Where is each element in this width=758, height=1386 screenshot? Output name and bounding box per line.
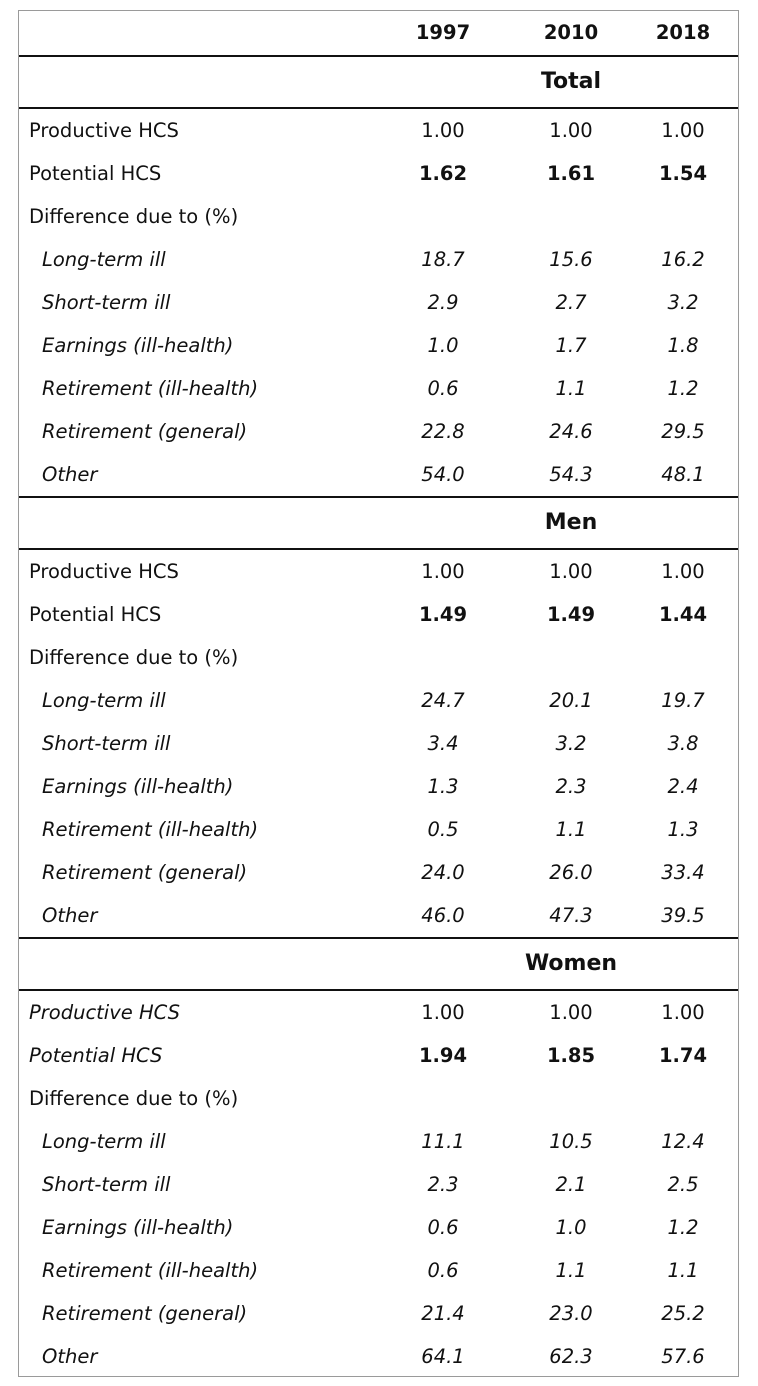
table-row [19,894,738,937]
value-cell: 0.6 [427,377,459,400]
section-header-men [19,496,738,550]
table-row [19,851,738,894]
table-row [19,1034,738,1077]
value-cell: 2.7 [555,291,587,314]
row-label: Productive HCS [29,119,179,142]
value-cell: 1.00 [661,560,705,583]
value-cell: 12.4 [661,1130,705,1153]
row-label: Earnings (ill-health) [42,334,234,357]
value-cell: 1.8 [667,334,699,357]
table-row [19,195,738,238]
value-cell: 19.7 [661,689,705,712]
section-header-total [19,57,738,109]
table-row [19,324,738,367]
row-label: Other [42,904,98,927]
value-cell: 24.0 [421,861,465,884]
value-cell: 0.5 [427,818,459,841]
value-cell: 1.00 [661,119,705,142]
row-label: Short-term ill [42,732,171,755]
table-row [19,281,738,324]
table-row [19,593,738,636]
table-row [19,679,738,722]
table-header [19,11,738,57]
row-label: Retirement (ill-health) [42,377,259,400]
value-cell: 54.3 [549,463,593,486]
value-cell: 1.1 [555,1259,587,1282]
table-row [19,152,738,195]
section-block [19,991,738,1378]
section-title: Total [540,69,602,94]
row-label: Long-term ill [42,689,166,712]
row-label: Retirement (general) [42,861,248,884]
row-label: Productive HCS [29,1001,180,1024]
table-row [19,765,738,808]
value-cell: 10.5 [549,1130,593,1153]
value-cell: 0.6 [427,1259,459,1282]
value-cell: 1.3 [427,775,459,798]
value-cell: 1.61 [546,162,596,185]
value-cell: 1.85 [546,1044,596,1067]
value-cell: 16.2 [661,248,705,271]
value-cell: 26.0 [549,861,593,884]
value-cell: 24.6 [549,420,593,443]
year-header: 1997 [415,21,471,44]
row-label: Long-term ill [42,1130,166,1153]
value-cell: 47.3 [549,904,593,927]
row-label: Potential HCS [29,162,162,185]
table-row [19,109,738,152]
row-label: Short-term ill [42,291,171,314]
section-title: Women [524,951,618,976]
row-label: Productive HCS [29,560,179,583]
value-cell: 1.49 [546,603,596,626]
table-row [19,550,738,593]
table-row [19,1206,738,1249]
table-row [19,636,738,679]
table-row [19,367,738,410]
table-row [19,991,738,1034]
value-cell: 1.00 [549,1001,593,1024]
table-row [19,453,738,496]
row-label: Other [42,463,98,486]
row-label: Retirement (ill-health) [42,818,259,841]
row-label: Potential HCS [29,603,162,626]
row-label: Difference due to (%) [29,205,239,228]
value-cell: 2.1 [555,1173,587,1196]
table-row [19,808,738,851]
row-label: Long-term ill [42,248,166,271]
year-header: 2010 [543,21,599,44]
value-cell: 1.0 [555,1216,587,1239]
row-label: Other [42,1345,98,1368]
value-cell: 1.00 [661,1001,705,1024]
row-label: Difference due to (%) [29,646,239,669]
value-cell: 1.1 [555,818,587,841]
value-cell: 2.9 [427,291,459,314]
value-cell: 46.0 [421,904,465,927]
value-cell: 11.1 [421,1130,465,1153]
table-row [19,238,738,281]
table-row [19,1249,738,1292]
row-label: Earnings (ill-health) [42,775,234,798]
value-cell: 3.4 [427,732,459,755]
row-label: Retirement (general) [42,1302,248,1325]
value-cell: 25.2 [661,1302,705,1325]
value-cell: 18.7 [421,248,465,271]
value-cell: 2.5 [667,1173,699,1196]
row-label: Difference due to (%) [29,1087,239,1110]
row-label: Retirement (ill-health) [42,1259,259,1282]
section-block [19,550,738,937]
value-cell: 1.00 [421,119,465,142]
table-row [19,722,738,765]
value-cell: 2.4 [667,775,699,798]
table-row [19,1120,738,1163]
value-cell: 0.6 [427,1216,459,1239]
section-header-women [19,937,738,991]
value-cell: 1.7 [555,334,587,357]
section-block [19,109,738,496]
value-cell: 33.4 [661,861,705,884]
value-cell: 24.7 [421,689,465,712]
value-cell: 29.5 [661,420,705,443]
value-cell: 1.62 [418,162,468,185]
value-cell: 1.2 [667,377,699,400]
table-row [19,1163,738,1206]
value-cell: 57.6 [661,1345,705,1368]
value-cell: 22.8 [421,420,465,443]
value-cell: 1.00 [421,1001,465,1024]
value-cell: 54.0 [421,463,465,486]
year-header: 2018 [655,21,711,44]
value-cell: 64.1 [421,1345,465,1368]
value-cell: 1.1 [555,377,587,400]
row-label: Potential HCS [29,1044,163,1067]
value-cell: 1.49 [418,603,468,626]
value-cell: 23.0 [549,1302,593,1325]
value-cell: 62.3 [549,1345,593,1368]
value-cell: 1.0 [427,334,459,357]
value-cell: 1.2 [667,1216,699,1239]
value-cell: 3.8 [667,732,699,755]
row-label: Retirement (general) [42,420,248,443]
table-row [19,1077,738,1120]
hcs-table [18,10,739,1377]
value-cell: 21.4 [421,1302,465,1325]
value-cell: 1.00 [421,560,465,583]
value-cell: 1.00 [549,119,593,142]
value-cell: 1.00 [549,560,593,583]
row-label: Short-term ill [42,1173,171,1196]
value-cell: 15.6 [549,248,593,271]
table-row [19,1335,738,1378]
value-cell: 1.94 [418,1044,468,1067]
value-cell: 20.1 [549,689,593,712]
value-cell: 1.44 [658,603,708,626]
value-cell: 3.2 [555,732,587,755]
row-label: Earnings (ill-health) [42,1216,234,1239]
value-cell: 1.54 [658,162,708,185]
table-row [19,410,738,453]
value-cell: 1.74 [658,1044,708,1067]
value-cell: 1.3 [667,818,699,841]
value-cell: 2.3 [555,775,587,798]
value-cell: 3.2 [667,291,699,314]
value-cell: 39.5 [661,904,705,927]
table-row [19,1292,738,1335]
value-cell: 2.3 [427,1173,459,1196]
value-cell: 48.1 [661,463,705,486]
section-title: Men [544,510,598,535]
value-cell: 1.1 [667,1259,699,1282]
